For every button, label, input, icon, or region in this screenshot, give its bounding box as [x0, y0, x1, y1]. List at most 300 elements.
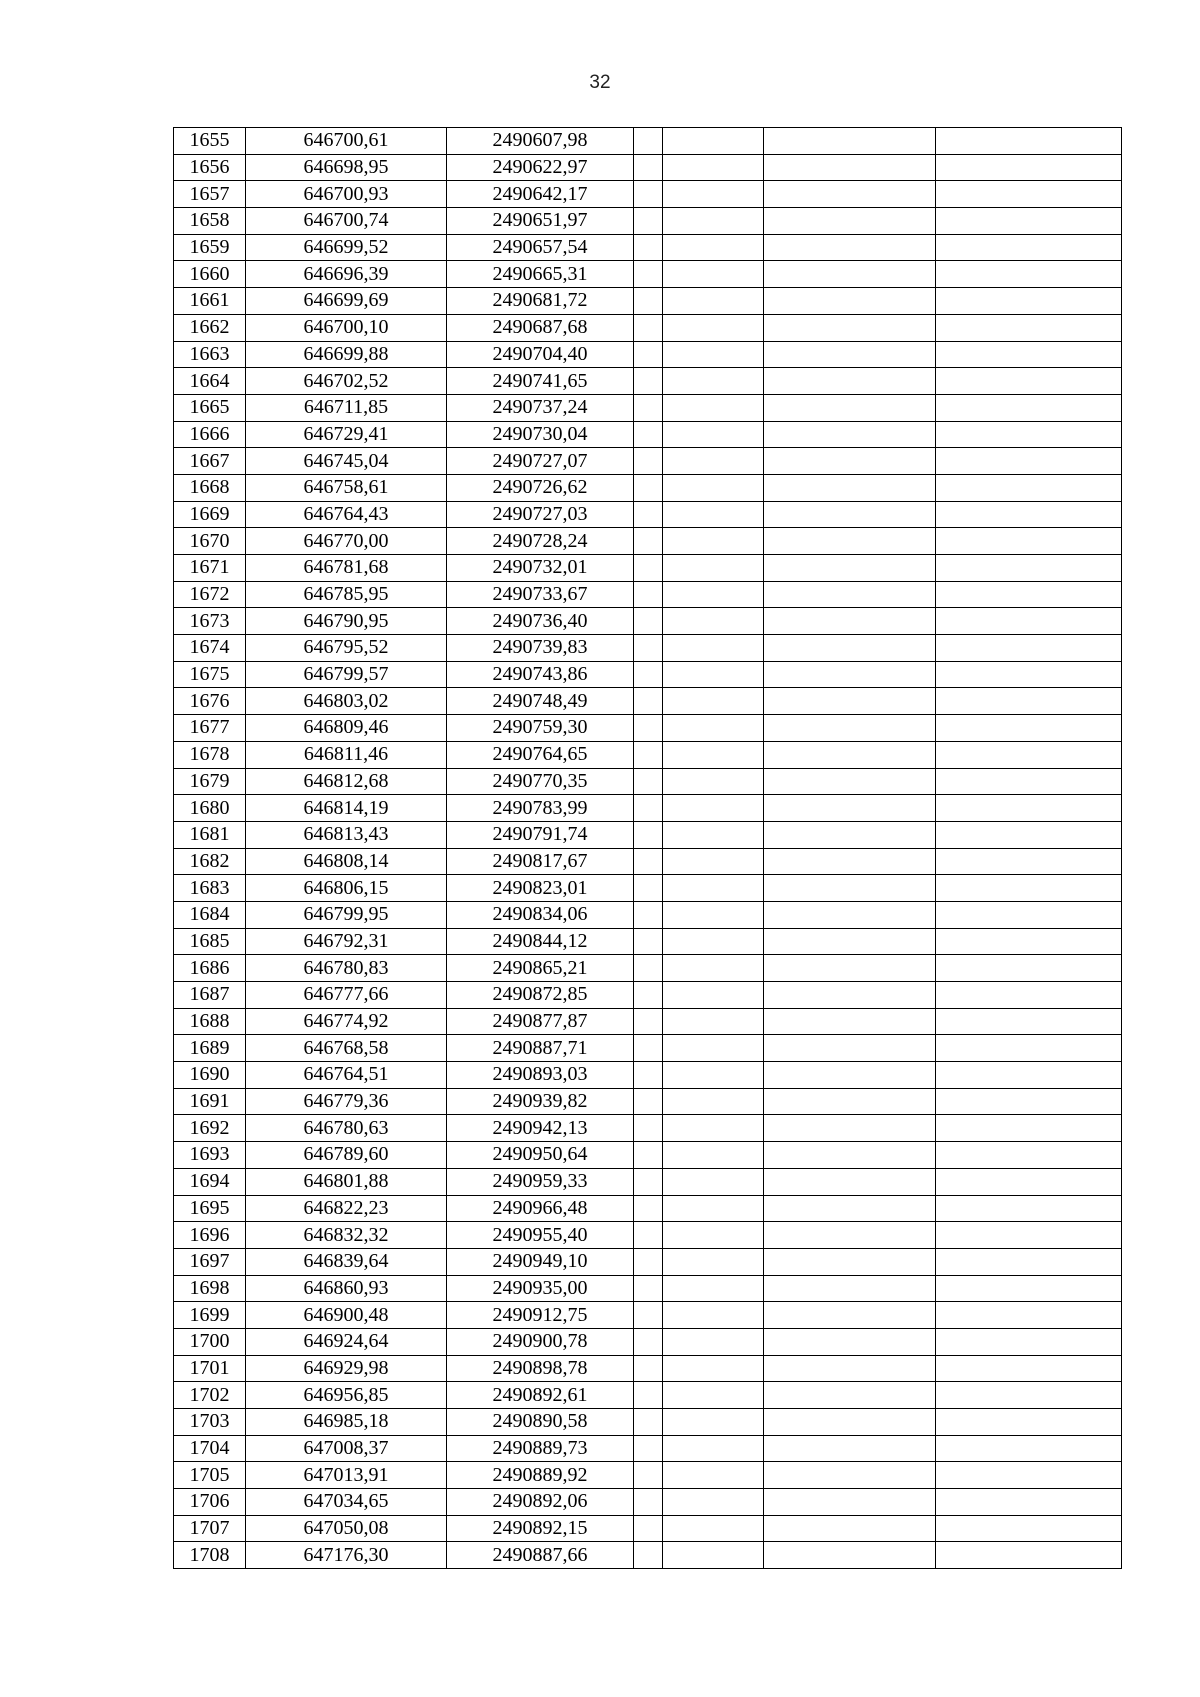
- empty-cell: [634, 741, 663, 768]
- empty-cell: [663, 928, 764, 955]
- table-row: [174, 208, 1122, 235]
- empty-cell: [936, 608, 1122, 635]
- x-coordinate-cell: 646711,85: [246, 394, 447, 421]
- empty-cell: [764, 1115, 936, 1142]
- empty-cell: [936, 715, 1122, 742]
- x-coordinate-cell: 646900,48: [246, 1302, 447, 1329]
- empty-cell: [634, 288, 663, 315]
- x-coordinate-cell: 646699,69: [246, 288, 447, 315]
- y-coordinate-cell: 2490759,30: [447, 715, 634, 742]
- empty-cell: [634, 234, 663, 261]
- empty-cell: [936, 1409, 1122, 1436]
- point-number-cell: 1706: [174, 1489, 246, 1516]
- point-number-cell: 1698: [174, 1275, 246, 1302]
- y-coordinate-cell: 2490791,74: [447, 821, 634, 848]
- empty-cell: [663, 1035, 764, 1062]
- empty-cell: [634, 1489, 663, 1516]
- empty-cell: [663, 1462, 764, 1489]
- empty-cell: [764, 1542, 936, 1569]
- x-coordinate-cell: 646700,61: [246, 128, 447, 155]
- empty-cell: [936, 448, 1122, 475]
- y-coordinate-cell: 2490966,48: [447, 1195, 634, 1222]
- empty-cell: [663, 1489, 764, 1516]
- x-coordinate-cell: 646780,63: [246, 1115, 447, 1142]
- empty-cell: [936, 1435, 1122, 1462]
- empty-cell: [663, 501, 764, 528]
- y-coordinate-cell: 2490737,24: [447, 394, 634, 421]
- point-number-cell: 1693: [174, 1142, 246, 1169]
- table-row: [174, 661, 1122, 688]
- empty-cell: [936, 795, 1122, 822]
- y-coordinate-cell: 2490872,85: [447, 982, 634, 1009]
- empty-cell: [936, 1222, 1122, 1249]
- table-row: [174, 528, 1122, 555]
- table-row: [174, 288, 1122, 315]
- empty-cell: [764, 501, 936, 528]
- point-number-cell: 1674: [174, 635, 246, 662]
- empty-cell: [764, 928, 936, 955]
- empty-cell: [936, 1275, 1122, 1302]
- empty-cell: [764, 875, 936, 902]
- point-number-cell: 1677: [174, 715, 246, 742]
- x-coordinate-cell: 646745,04: [246, 448, 447, 475]
- empty-cell: [936, 1035, 1122, 1062]
- x-coordinate-cell: 646813,43: [246, 821, 447, 848]
- point-number-cell: 1673: [174, 608, 246, 635]
- empty-cell: [936, 821, 1122, 848]
- y-coordinate-cell: 2490687,68: [447, 314, 634, 341]
- table-row: [174, 1195, 1122, 1222]
- empty-cell: [634, 635, 663, 662]
- table-row: [174, 901, 1122, 928]
- empty-cell: [663, 474, 764, 501]
- table-row: [174, 154, 1122, 181]
- y-coordinate-cell: 2490959,33: [447, 1168, 634, 1195]
- point-number-cell: 1680: [174, 795, 246, 822]
- empty-cell: [936, 1195, 1122, 1222]
- x-coordinate-cell: 646777,66: [246, 982, 447, 1009]
- empty-cell: [764, 1462, 936, 1489]
- point-number-cell: 1692: [174, 1115, 246, 1142]
- empty-cell: [936, 1382, 1122, 1409]
- table-row: [174, 1275, 1122, 1302]
- y-coordinate-cell: 2490651,97: [447, 208, 634, 235]
- empty-cell: [764, 154, 936, 181]
- point-number-cell: 1662: [174, 314, 246, 341]
- empty-cell: [764, 288, 936, 315]
- empty-cell: [634, 555, 663, 582]
- x-coordinate-cell: 646812,68: [246, 768, 447, 795]
- x-coordinate-cell: 646790,95: [246, 608, 447, 635]
- x-coordinate-cell: 646808,14: [246, 848, 447, 875]
- empty-cell: [764, 1142, 936, 1169]
- table-row: [174, 234, 1122, 261]
- empty-cell: [764, 1382, 936, 1409]
- empty-cell: [936, 154, 1122, 181]
- table-row: [174, 982, 1122, 1009]
- table-row: [174, 421, 1122, 448]
- table-row: [174, 955, 1122, 982]
- empty-cell: [634, 528, 663, 555]
- empty-cell: [764, 982, 936, 1009]
- table-row: [174, 608, 1122, 635]
- y-coordinate-cell: 2490887,66: [447, 1542, 634, 1569]
- point-number-cell: 1700: [174, 1328, 246, 1355]
- empty-cell: [634, 1409, 663, 1436]
- empty-cell: [634, 1542, 663, 1569]
- empty-cell: [663, 368, 764, 395]
- empty-cell: [764, 128, 936, 155]
- empty-cell: [764, 368, 936, 395]
- y-coordinate-cell: 2490844,12: [447, 928, 634, 955]
- empty-cell: [634, 1115, 663, 1142]
- empty-cell: [764, 421, 936, 448]
- point-number-cell: 1670: [174, 528, 246, 555]
- empty-cell: [663, 1168, 764, 1195]
- empty-cell: [936, 1515, 1122, 1542]
- empty-cell: [634, 901, 663, 928]
- empty-cell: [936, 1355, 1122, 1382]
- empty-cell: [764, 715, 936, 742]
- empty-cell: [634, 261, 663, 288]
- empty-cell: [634, 1142, 663, 1169]
- empty-cell: [936, 635, 1122, 662]
- table-row: [174, 368, 1122, 395]
- x-coordinate-cell: 646768,58: [246, 1035, 447, 1062]
- table-row: [174, 1489, 1122, 1516]
- empty-cell: [663, 821, 764, 848]
- x-coordinate-cell: 646789,60: [246, 1142, 447, 1169]
- point-number-cell: 1688: [174, 1008, 246, 1035]
- empty-cell: [634, 421, 663, 448]
- empty-cell: [764, 528, 936, 555]
- x-coordinate-cell: 646698,95: [246, 154, 447, 181]
- table-row: [174, 181, 1122, 208]
- empty-cell: [936, 1542, 1122, 1569]
- x-coordinate-cell: 646770,00: [246, 528, 447, 555]
- empty-cell: [936, 501, 1122, 528]
- empty-cell: [764, 581, 936, 608]
- empty-cell: [663, 1195, 764, 1222]
- empty-cell: [634, 448, 663, 475]
- empty-cell: [634, 1062, 663, 1089]
- empty-cell: [936, 314, 1122, 341]
- empty-cell: [764, 181, 936, 208]
- y-coordinate-cell: 2490949,10: [447, 1248, 634, 1275]
- y-coordinate-cell: 2490955,40: [447, 1222, 634, 1249]
- table-row: [174, 1088, 1122, 1115]
- table-row: [174, 1248, 1122, 1275]
- empty-cell: [663, 1062, 764, 1089]
- empty-cell: [764, 208, 936, 235]
- table-row: [174, 1168, 1122, 1195]
- y-coordinate-cell: 2490950,64: [447, 1142, 634, 1169]
- y-coordinate-cell: 2490607,98: [447, 128, 634, 155]
- empty-cell: [663, 1008, 764, 1035]
- y-coordinate-cell: 2490890,58: [447, 1409, 634, 1436]
- x-coordinate-cell: 646780,83: [246, 955, 447, 982]
- table-row: [174, 1382, 1122, 1409]
- table-row: [174, 314, 1122, 341]
- empty-cell: [936, 261, 1122, 288]
- empty-cell: [764, 1515, 936, 1542]
- empty-cell: [764, 1275, 936, 1302]
- empty-cell: [764, 1435, 936, 1462]
- empty-cell: [634, 795, 663, 822]
- point-number-cell: 1701: [174, 1355, 246, 1382]
- point-number-cell: 1667: [174, 448, 246, 475]
- y-coordinate-cell: 2490622,97: [447, 154, 634, 181]
- table-row: [174, 1302, 1122, 1329]
- point-number-cell: 1668: [174, 474, 246, 501]
- empty-cell: [663, 741, 764, 768]
- empty-cell: [764, 1195, 936, 1222]
- y-coordinate-cell: 2490893,03: [447, 1062, 634, 1089]
- y-coordinate-cell: 2490743,86: [447, 661, 634, 688]
- empty-cell: [663, 848, 764, 875]
- point-number-cell: 1664: [174, 368, 246, 395]
- empty-cell: [663, 1248, 764, 1275]
- x-coordinate-cell: 646696,39: [246, 261, 447, 288]
- empty-cell: [764, 608, 936, 635]
- point-number-cell: 1682: [174, 848, 246, 875]
- empty-cell: [764, 688, 936, 715]
- y-coordinate-cell: 2490834,06: [447, 901, 634, 928]
- y-coordinate-cell: 2490889,73: [447, 1435, 634, 1462]
- empty-cell: [634, 581, 663, 608]
- point-number-cell: 1699: [174, 1302, 246, 1329]
- empty-cell: [764, 1062, 936, 1089]
- empty-cell: [663, 795, 764, 822]
- empty-cell: [634, 1248, 663, 1275]
- x-coordinate-cell: 646799,95: [246, 901, 447, 928]
- empty-cell: [663, 528, 764, 555]
- table-row: [174, 1462, 1122, 1489]
- empty-cell: [764, 661, 936, 688]
- empty-cell: [663, 982, 764, 1009]
- y-coordinate-cell: 2490892,06: [447, 1489, 634, 1516]
- y-coordinate-cell: 2490727,03: [447, 501, 634, 528]
- x-coordinate-cell: 646822,23: [246, 1195, 447, 1222]
- empty-cell: [634, 181, 663, 208]
- empty-cell: [764, 848, 936, 875]
- empty-cell: [936, 848, 1122, 875]
- empty-cell: [663, 128, 764, 155]
- empty-cell: [663, 1275, 764, 1302]
- empty-cell: [936, 341, 1122, 368]
- empty-cell: [634, 608, 663, 635]
- empty-cell: [663, 314, 764, 341]
- y-coordinate-cell: 2490741,65: [447, 368, 634, 395]
- y-coordinate-cell: 2490935,00: [447, 1275, 634, 1302]
- point-number-cell: 1658: [174, 208, 246, 235]
- empty-cell: [764, 1222, 936, 1249]
- x-coordinate-cell: 646795,52: [246, 635, 447, 662]
- empty-cell: [663, 1142, 764, 1169]
- x-coordinate-cell: 646860,93: [246, 1275, 447, 1302]
- table-row: [174, 501, 1122, 528]
- empty-cell: [663, 1088, 764, 1115]
- table-row: [174, 1328, 1122, 1355]
- point-number-cell: 1672: [174, 581, 246, 608]
- y-coordinate-cell: 2490642,17: [447, 181, 634, 208]
- x-coordinate-cell: 647034,65: [246, 1489, 447, 1516]
- table-row: [174, 768, 1122, 795]
- point-number-cell: 1696: [174, 1222, 246, 1249]
- x-coordinate-cell: 646806,15: [246, 875, 447, 902]
- table-row: [174, 795, 1122, 822]
- empty-cell: [764, 1409, 936, 1436]
- x-coordinate-cell: 646985,18: [246, 1409, 447, 1436]
- empty-cell: [663, 608, 764, 635]
- empty-cell: [663, 208, 764, 235]
- empty-cell: [764, 448, 936, 475]
- empty-cell: [634, 1168, 663, 1195]
- empty-cell: [936, 1462, 1122, 1489]
- empty-cell: [764, 234, 936, 261]
- empty-cell: [634, 848, 663, 875]
- point-number-cell: 1703: [174, 1409, 246, 1436]
- y-coordinate-cell: 2490783,99: [447, 795, 634, 822]
- x-coordinate-cell: 647013,91: [246, 1462, 447, 1489]
- y-coordinate-cell: 2490732,01: [447, 555, 634, 582]
- empty-cell: [634, 1035, 663, 1062]
- y-coordinate-cell: 2490900,78: [447, 1328, 634, 1355]
- empty-cell: [634, 1515, 663, 1542]
- table-row: [174, 1115, 1122, 1142]
- point-number-cell: 1663: [174, 341, 246, 368]
- empty-cell: [764, 635, 936, 662]
- empty-cell: [936, 128, 1122, 155]
- x-coordinate-cell: 647050,08: [246, 1515, 447, 1542]
- x-coordinate-cell: 647176,30: [246, 1542, 447, 1569]
- empty-cell: [764, 768, 936, 795]
- empty-cell: [634, 1462, 663, 1489]
- empty-cell: [663, 261, 764, 288]
- empty-cell: [936, 421, 1122, 448]
- x-coordinate-cell: 646801,88: [246, 1168, 447, 1195]
- x-coordinate-cell: 646774,92: [246, 1008, 447, 1035]
- empty-cell: [663, 1222, 764, 1249]
- empty-cell: [936, 928, 1122, 955]
- empty-cell: [634, 1382, 663, 1409]
- empty-cell: [764, 394, 936, 421]
- empty-cell: [634, 1088, 663, 1115]
- y-coordinate-cell: 2490739,83: [447, 635, 634, 662]
- empty-cell: [634, 661, 663, 688]
- point-number-cell: 1702: [174, 1382, 246, 1409]
- point-number-cell: 1690: [174, 1062, 246, 1089]
- empty-cell: [634, 1008, 663, 1035]
- page-number: 32: [589, 72, 611, 93]
- table-row: [174, 448, 1122, 475]
- table-row: [174, 1062, 1122, 1089]
- table-row: [174, 261, 1122, 288]
- table-row: [174, 128, 1122, 155]
- empty-cell: [663, 1515, 764, 1542]
- empty-cell: [764, 1328, 936, 1355]
- empty-cell: [764, 1008, 936, 1035]
- empty-cell: [663, 581, 764, 608]
- empty-cell: [663, 234, 764, 261]
- empty-cell: [936, 1142, 1122, 1169]
- empty-cell: [764, 1355, 936, 1382]
- empty-cell: [634, 128, 663, 155]
- empty-cell: [663, 715, 764, 742]
- point-number-cell: 1679: [174, 768, 246, 795]
- empty-cell: [634, 208, 663, 235]
- empty-cell: [634, 314, 663, 341]
- table-row: [174, 1409, 1122, 1436]
- y-coordinate-cell: 2490770,35: [447, 768, 634, 795]
- x-coordinate-cell: 646814,19: [246, 795, 447, 822]
- empty-cell: [936, 741, 1122, 768]
- empty-cell: [936, 234, 1122, 261]
- empty-cell: [936, 1248, 1122, 1275]
- empty-cell: [634, 821, 663, 848]
- point-number-cell: 1707: [174, 1515, 246, 1542]
- empty-cell: [764, 1088, 936, 1115]
- point-number-cell: 1691: [174, 1088, 246, 1115]
- empty-cell: [663, 1328, 764, 1355]
- empty-cell: [936, 474, 1122, 501]
- empty-cell: [663, 421, 764, 448]
- empty-cell: [764, 1248, 936, 1275]
- table-row: [174, 928, 1122, 955]
- empty-cell: [634, 1435, 663, 1462]
- empty-cell: [764, 474, 936, 501]
- coordinates-table-body: [174, 128, 1122, 1569]
- table-row: [174, 1222, 1122, 1249]
- x-coordinate-cell: 646799,57: [246, 661, 447, 688]
- table-row: [174, 1035, 1122, 1062]
- table-row: [174, 1142, 1122, 1169]
- y-coordinate-cell: 2490728,24: [447, 528, 634, 555]
- empty-cell: [936, 1168, 1122, 1195]
- x-coordinate-cell: 646956,85: [246, 1382, 447, 1409]
- x-coordinate-cell: 646785,95: [246, 581, 447, 608]
- empty-cell: [634, 1355, 663, 1382]
- empty-cell: [663, 1382, 764, 1409]
- y-coordinate-cell: 2490823,01: [447, 875, 634, 902]
- table-row: [174, 1355, 1122, 1382]
- empty-cell: [634, 1302, 663, 1329]
- x-coordinate-cell: 646809,46: [246, 715, 447, 742]
- point-number-cell: 1684: [174, 901, 246, 928]
- y-coordinate-cell: 2490898,78: [447, 1355, 634, 1382]
- y-coordinate-cell: 2490764,65: [447, 741, 634, 768]
- point-number-cell: 1695: [174, 1195, 246, 1222]
- y-coordinate-cell: 2490942,13: [447, 1115, 634, 1142]
- x-coordinate-cell: 646811,46: [246, 741, 447, 768]
- y-coordinate-cell: 2490877,87: [447, 1008, 634, 1035]
- empty-cell: [663, 448, 764, 475]
- empty-cell: [764, 261, 936, 288]
- empty-cell: [936, 368, 1122, 395]
- empty-cell: [936, 1008, 1122, 1035]
- empty-cell: [634, 341, 663, 368]
- table-row: [174, 581, 1122, 608]
- empty-cell: [764, 1489, 936, 1516]
- empty-cell: [936, 555, 1122, 582]
- y-coordinate-cell: 2490726,62: [447, 474, 634, 501]
- empty-cell: [936, 901, 1122, 928]
- empty-cell: [764, 314, 936, 341]
- point-number-cell: 1708: [174, 1542, 246, 1569]
- y-coordinate-cell: 2490892,15: [447, 1515, 634, 1542]
- empty-cell: [764, 741, 936, 768]
- empty-cell: [936, 581, 1122, 608]
